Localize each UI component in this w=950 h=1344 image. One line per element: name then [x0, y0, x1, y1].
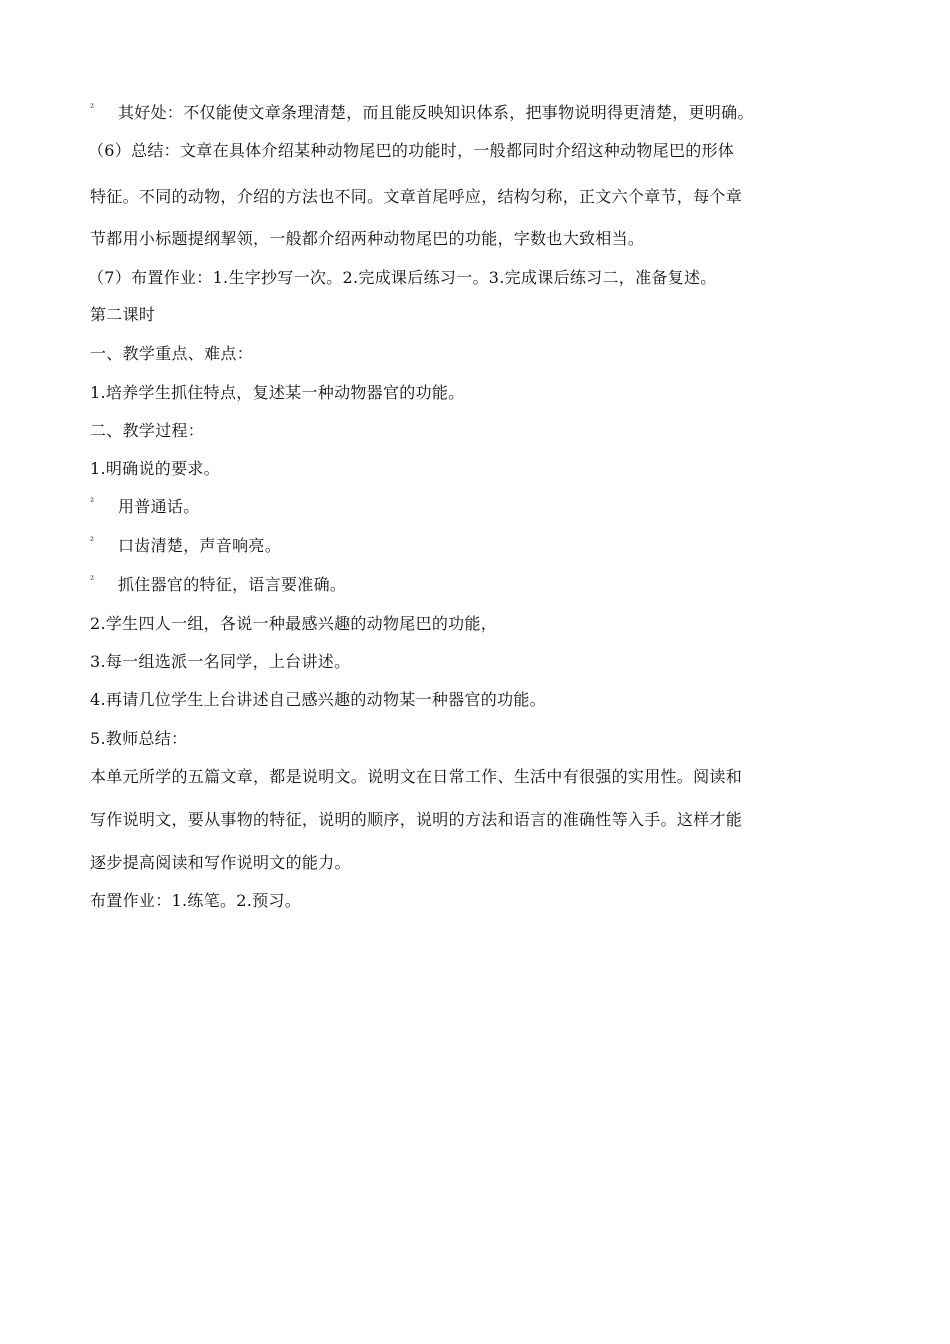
bullet-line-benefit	[90, 103, 880, 123]
section-heading-second-lesson	[90, 305, 880, 325]
bullet-marker: ²	[90, 103, 95, 114]
summary-paragraph-line-2	[90, 187, 880, 207]
bullet-line-mandarin	[90, 497, 880, 517]
conclusion-line-3	[90, 853, 880, 873]
line-text: 用普通话。	[118, 497, 200, 516]
line-text: （6）总结：文章在具体介绍某种动物尾巴的功能时，一般都同时介绍这种动物尾巴的形体	[88, 141, 735, 160]
line-text: 2.学生四人一组，各说一种最感兴趣的动物尾巴的功能，	[90, 614, 498, 633]
final-homework-line	[90, 891, 880, 911]
process-step-1	[90, 459, 880, 479]
line-text: 特征。不同的动物，介绍的方法也不同。文章首尾呼应，结构匀称，正文六个章节，每个章	[90, 187, 743, 206]
line-text: 1.培养学生抓住特点，复述某一种动物器官的功能。	[90, 383, 465, 402]
process-step-2	[90, 614, 880, 634]
line-text: （7）布置作业：1.生字抄写一次。2.完成课后练习一。3.完成课后练习二，准备复述。	[88, 268, 717, 287]
conclusion-line-2	[90, 810, 880, 830]
bullet-marker: ²	[90, 497, 95, 508]
line-text: 4.再请几位学生上台讲述自己感兴趣的动物某一种器官的功能。	[90, 690, 546, 709]
teaching-focus-item-1	[90, 383, 880, 403]
line-text: 布置作业：1.练笔。2.预习。	[90, 891, 302, 910]
line-text: 一、教学重点、难点：	[90, 344, 254, 363]
line-text: 5.教师总结：	[90, 729, 188, 748]
line-text: 节都用小标题提纲挈领，一般都介绍两种动物尾巴的功能，字数也大致相当。	[90, 229, 645, 248]
line-text: 3.每一组选派一名同学，上台讲述。	[90, 652, 351, 671]
line-text: 抓住器官的特征，语言要准确。	[118, 575, 347, 594]
process-step-4	[90, 690, 880, 710]
conclusion-line-1	[90, 767, 880, 787]
bullet-marker: ²	[90, 536, 95, 547]
bullet-line-clear-speech	[90, 536, 880, 556]
homework-line	[88, 268, 878, 288]
summary-paragraph-line-1	[88, 141, 878, 161]
process-step-3	[90, 652, 880, 672]
bullet-line-features	[90, 575, 880, 595]
summary-paragraph-line-3	[90, 229, 880, 249]
teaching-focus-heading	[90, 344, 880, 364]
process-step-5	[90, 729, 880, 749]
line-text: 口齿清楚，声音响亮。	[118, 536, 282, 555]
line-text: 写作说明文，要从事物的特征，说明的顺序，说明的方法和语言的准确性等入手。这样才能	[90, 810, 743, 829]
bullet-marker: ²	[90, 575, 95, 586]
line-text: 1.明确说的要求。	[90, 459, 220, 478]
line-text: 二、教学过程：	[90, 421, 205, 440]
line-text: 本单元所学的五篇文章，都是说明文。说明文在日常工作、生活中有很强的实用性。阅读和	[90, 767, 743, 786]
teaching-process-heading	[90, 421, 880, 441]
line-text: 其好处：不仅能使文章条理清楚，而且能反映知识体系，把事物说明得更清楚，更明确。	[118, 103, 754, 122]
line-text: 第二课时	[90, 305, 156, 324]
line-text: 逐步提高阅读和写作说明文的能力。	[90, 853, 351, 872]
